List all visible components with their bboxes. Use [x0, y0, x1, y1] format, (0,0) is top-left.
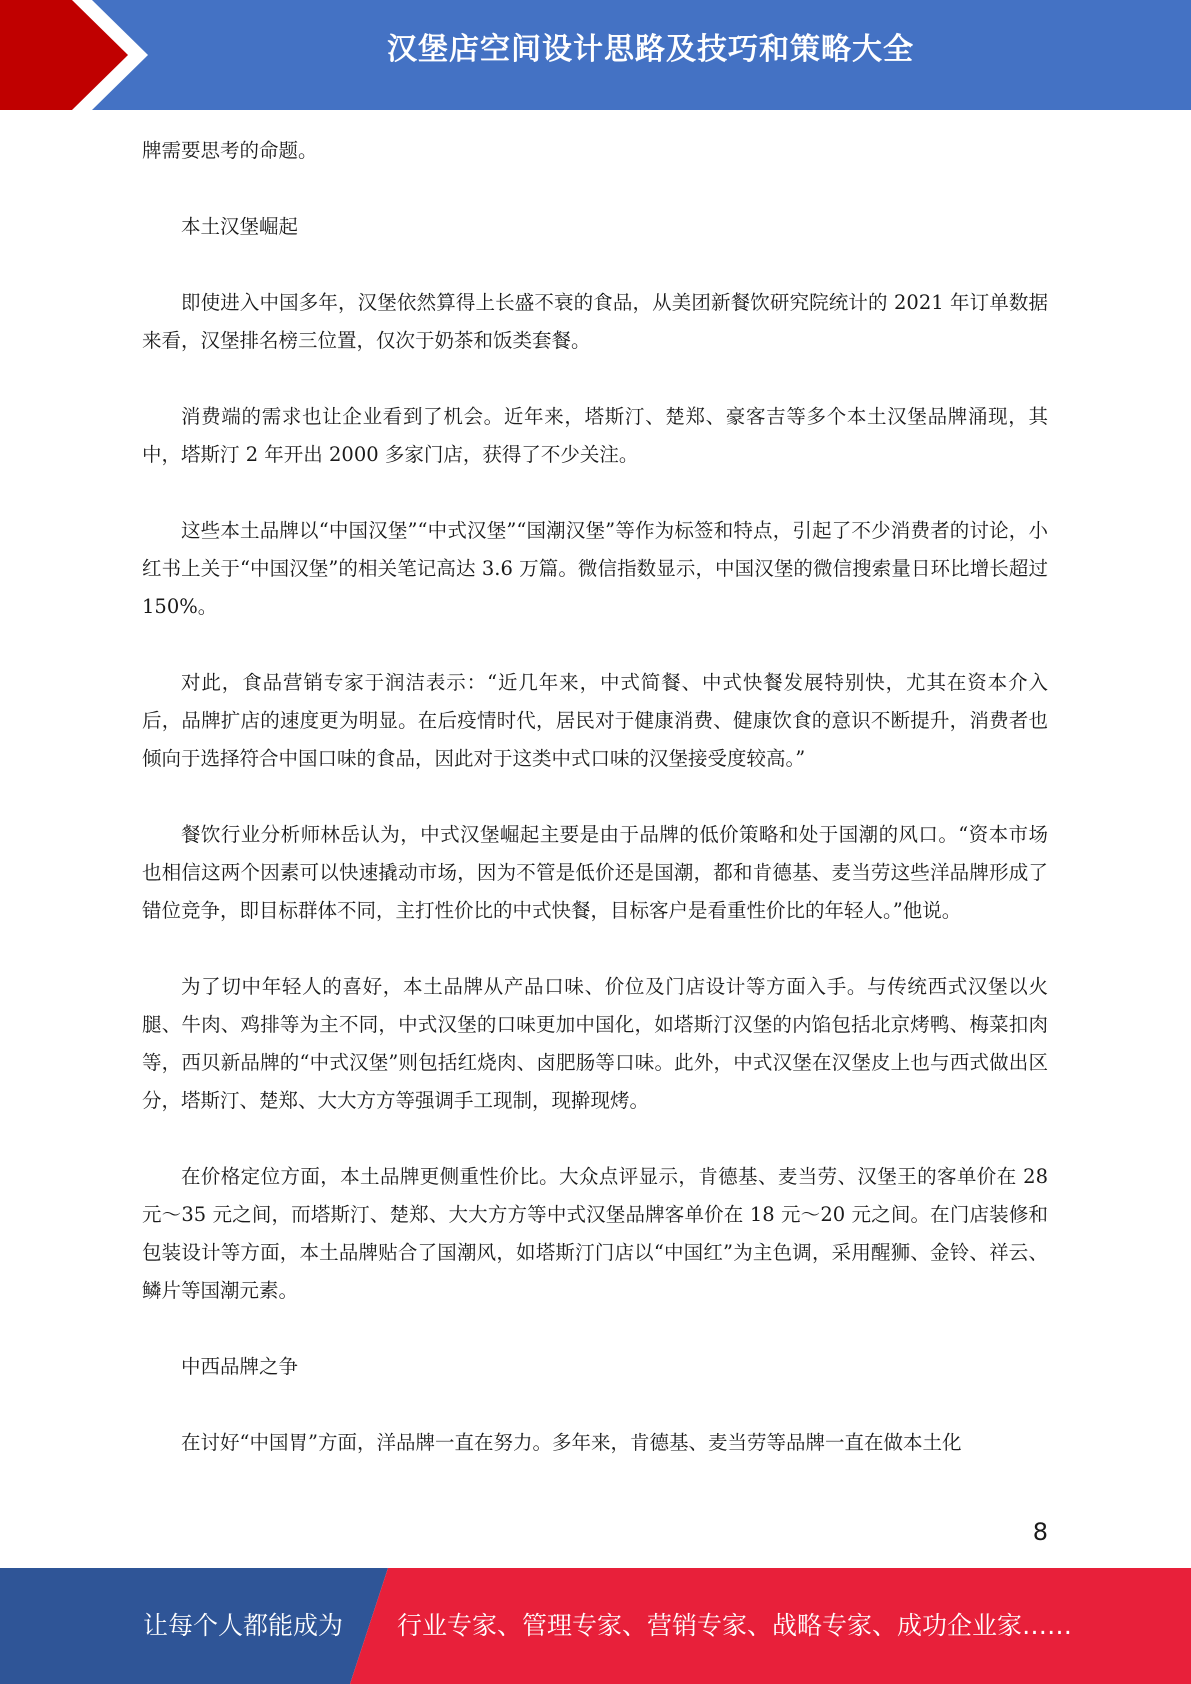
paragraph: 这些本土品牌以“中国汉堡”“中式汉堡”“国潮汉堡”等作为标签和特点，引起了不少消费者的讨论，小红书上关于“中国汉堡”的相关笔记高达 3.6 万篇。微信指数显示，中国汉堡的微信搜索量日环比增长超过 150%。	[142, 519, 1048, 618]
page-header	[0, 0, 1191, 110]
paragraph: 在价格定位方面，本土品牌更侧重性价比。大众点评显示，肯德基、麦当劳、汉堡王的客单价在 28 元～35 元之间，而塔斯汀、楚郑、大大方方等中式汉堡品牌客单价在 18 元～20 元之间。在门店装修和包装设计等方面，本土品牌贴合了国潮风，如塔斯汀门店以“中国红”为主色调，采用醒狮、金铃、祥云、鳞片等国潮元素。	[142, 1165, 1048, 1302]
footer-slogan-left: 让每个人都能成为	[143, 1611, 344, 1640]
paragraph: 为了切中年轻人的喜好，本土品牌从产品口味、价位及门店设计等方面入手。与传统西式汉堡以火腿、牛肉、鸡排等为主不同，中式汉堡的口味更加中国化，如塔斯汀汉堡的内馅包括北京烤鸭、梅菜扣肉等，西贝新品牌的“中式汉堡”则包括红烧肉、卤肥肠等口味。此外，中式汉堡在汉堡皮上也与西式做出区分，塔斯汀、楚郑、大大方方等强调手工现制，现擀现烤。	[142, 975, 1048, 1112]
paragraph: 餐饮行业分析师林岳认为，中式汉堡崛起主要是由于品牌的低价策略和处于国潮的风口。“资本市场也相信这两个因素可以快速撬动市场，因为不管是低价还是国潮，都和肯德基、麦当劳这些洋品牌形成了错位竞争，即目标群体不同，主打性价比的中式快餐，目标客户是看重性价比的年轻人。”他说。	[142, 823, 1048, 922]
paragraph: 在讨好“中国胃”方面，洋品牌一直在努力。多年来，肯德基、麦当劳等品牌一直在做本土化	[181, 1431, 962, 1454]
paragraph: 对此，食品营销专家于润洁表示：“近几年来，中式简餐、中式快餐发展特别快，尤其在资本介入后，品牌扩店的速度更为明显。在后疫情时代，居民对于健康消费、健康饮食的意识不断提升，消费者也倾向于选择符合中国口味的食品，因此对于这类中式口味的汉堡接受度较高。”	[142, 671, 1048, 770]
page-footer	[0, 1568, 1191, 1684]
paragraph: 中西品牌之争	[181, 1355, 299, 1378]
paragraph: 本土汉堡崛起	[181, 215, 299, 238]
paragraph: 牌需要思考的命题。	[142, 139, 318, 162]
paragraph: 即使进入中国多年，汉堡依然算得上长盛不衰的食品，从美团新餐饮研究院统计的 2021 年订单数据来看，汉堡排名榜三位置，仅次于奶茶和饭类套餐。	[142, 291, 1048, 352]
footer-slogan-right: 行业专家、管理专家、营销专家、战略专家、成功企业家……	[397, 1611, 1073, 1640]
chevron-arrow-icon	[0, 0, 160, 110]
document-body	[142, 132, 1048, 1500]
paragraph: 消费端的需求也让企业看到了机会。近年来，塔斯汀、楚郑、豪客吉等多个本土汉堡品牌涌现，其中，塔斯汀 2 年开出 2000 多家门店，获得了不少关注。	[142, 405, 1048, 466]
document-title: 汉堡店空间设计思路及技巧和策略大全	[387, 32, 914, 67]
page-number: 8	[1032, 1518, 1048, 1546]
